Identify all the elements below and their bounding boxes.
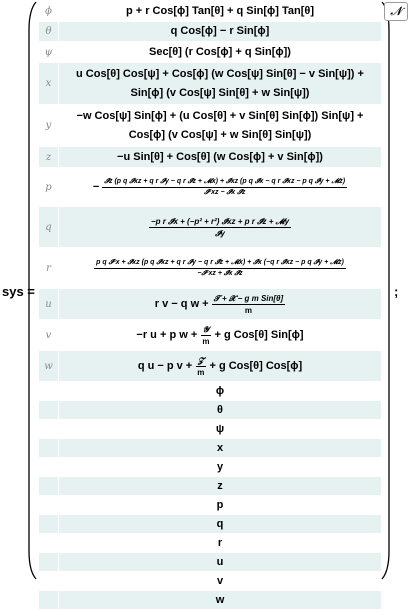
variable-row — [39, 572, 381, 591]
left-paren — [27, 0, 37, 581]
equation-cell[interactable] — [59, 320, 381, 350]
row-name: ϕ — [39, 2, 59, 21]
equation-row — [39, 207, 381, 248]
equation-cell[interactable] — [59, 105, 381, 146]
row-name: u — [39, 289, 59, 319]
equation-row — [39, 42, 381, 63]
row-name — [39, 420, 59, 438]
equation-cell[interactable] — [59, 168, 381, 206]
row-name: r — [39, 248, 59, 288]
numerator: 𝓘z (p q 𝓘xz + q r 𝓘y − q r 𝓘z + 𝓜x) + 𝓘xz (p q 𝓘x − q r 𝓘xz − p q 𝓘y + 𝓜z) — [102, 177, 347, 188]
equation-row — [39, 63, 381, 105]
variable-cell[interactable]: z — [59, 477, 381, 495]
numerator: 𝓣 + 𝓧 − g m Sin[θ] — [213, 293, 284, 303]
statement-terminator: ; — [394, 284, 399, 299]
variable-row — [39, 382, 381, 401]
equation-cell[interactable] — [59, 63, 381, 104]
equation-row — [39, 22, 381, 42]
row-name: x — [39, 63, 59, 104]
variable-row — [39, 515, 381, 534]
variable-row — [39, 534, 381, 553]
fraction — [195, 355, 206, 378]
variable-row — [39, 401, 381, 420]
denominator: −𝓘²xz + 𝓘x 𝓘z — [197, 269, 243, 277]
denominator: m — [244, 305, 252, 315]
row-name: q — [39, 207, 59, 247]
minus-sign: − — [92, 180, 100, 193]
variable-row — [39, 553, 381, 572]
variable-cell[interactable]: q — [59, 515, 381, 533]
equation-text: −r u + p w + — [136, 328, 198, 341]
row-name: w — [39, 351, 59, 381]
equation-text: + g Cos[θ] Cos[ϕ] — [209, 359, 303, 372]
equation-text: + g Cos[θ] Sin[ϕ] — [214, 328, 304, 341]
equation-cell[interactable] — [59, 351, 381, 381]
row-name — [39, 553, 59, 571]
equation-row — [39, 248, 381, 289]
equation-row — [39, 289, 381, 320]
row-name — [39, 496, 59, 514]
equation-line: Cos[ϕ] (v Cos[ψ] + w Sin[θ] Sin[ψ]) — [128, 128, 312, 141]
row-name — [39, 401, 59, 419]
fraction — [149, 216, 291, 239]
equation-line: u Cos[θ] Cos[ψ] + Cos[ϕ] (w Cos[ψ] Sin[θ] − v Sin[ψ]) + — [76, 67, 364, 80]
equation-cell[interactable]: q Cos[ϕ] − r Sin[ϕ] — [59, 22, 381, 41]
row-name: p — [39, 168, 59, 206]
numeric-badge-button[interactable]: 𝓝 — [384, 2, 408, 21]
variable-row — [39, 439, 381, 458]
equation-line: Sin[ϕ] (v Cos[ψ] Sin[θ] + w Sin[ψ]) — [130, 86, 310, 99]
equation-row — [39, 168, 381, 207]
equation-row — [39, 2, 381, 22]
variable-row — [39, 458, 381, 477]
row-name: ψ — [39, 42, 59, 62]
denominator: 𝓘²xz − 𝓘x 𝓘z — [204, 188, 246, 196]
variable-cell[interactable]: w — [59, 591, 381, 609]
row-name: z — [39, 147, 59, 167]
row-name — [39, 572, 59, 590]
equation-line: −w Cos[ψ] Sin[ϕ] + (u Cos[θ] + v Sin[θ] Sin[ϕ]) Sin[ψ] + — [76, 109, 364, 122]
variable-cell[interactable]: p — [59, 496, 381, 514]
equation-cell[interactable]: p + r Cos[ϕ] Tan[θ] + q Sin[ϕ] Tan[θ] — [59, 2, 381, 21]
variable-cell[interactable]: θ — [59, 401, 381, 419]
numerator: p q 𝓘²x + 𝓘xz (p q 𝓘xz + q r 𝓘y − q r 𝓘z + 𝓜x) + 𝓘x (−q r 𝓘xz − p q 𝓘y + 𝓜z) — [94, 258, 346, 269]
fraction — [212, 293, 286, 316]
row-name — [39, 534, 59, 552]
equation-row — [39, 147, 381, 168]
row-name — [39, 458, 59, 476]
denominator: m — [197, 367, 205, 377]
row-name: y — [39, 105, 59, 146]
variable-cell[interactable]: ψ — [59, 420, 381, 438]
equation-row — [39, 320, 381, 351]
equation-row — [39, 351, 381, 382]
row-name — [39, 591, 59, 609]
equation-cell[interactable]: −u Sin[θ] + Cos[θ] (w Cos[ϕ] + v Sin[ϕ]) — [59, 147, 381, 167]
numerator: −p r 𝓘x + (−p² + r²) 𝓘xz + p r 𝓘z + 𝓜y — [150, 216, 290, 226]
row-name — [39, 382, 59, 400]
sys-label: sys = — [2, 284, 35, 299]
numerator: 𝓩 — [198, 355, 204, 365]
denominator: 𝓘y — [215, 228, 225, 238]
denominator: m — [202, 336, 210, 346]
equation-cell[interactable]: Sec[θ] (r Cos[ϕ] + q Sin[ϕ]) — [59, 42, 381, 62]
variable-cell[interactable]: y — [59, 458, 381, 476]
row-name — [39, 515, 59, 533]
equation-text: q u − p v + — [137, 359, 193, 372]
variable-row — [39, 496, 381, 515]
numerator: 𝓨 — [202, 324, 210, 334]
variable-row — [39, 591, 381, 610]
equation-cell[interactable] — [59, 207, 381, 247]
equation-row — [39, 105, 381, 147]
equation-text: r v − q w + — [154, 297, 209, 310]
variable-cell[interactable]: x — [59, 439, 381, 457]
variable-row — [39, 477, 381, 496]
variable-cell[interactable]: r — [59, 534, 381, 552]
variable-cell[interactable]: v — [59, 572, 381, 590]
row-name — [39, 477, 59, 495]
variable-row — [39, 420, 381, 439]
right-paren — [381, 0, 391, 581]
fraction — [102, 177, 347, 198]
variable-cell[interactable]: u — [59, 553, 381, 571]
row-name: v — [39, 320, 59, 350]
equation-grid — [39, 2, 381, 610]
equation-cell[interactable] — [59, 248, 381, 288]
row-name: θ — [39, 22, 59, 41]
row-name — [39, 439, 59, 457]
fraction — [200, 324, 211, 347]
equation-cell[interactable] — [59, 289, 381, 319]
variable-cell[interactable]: ϕ — [59, 382, 381, 400]
fraction — [94, 258, 346, 279]
